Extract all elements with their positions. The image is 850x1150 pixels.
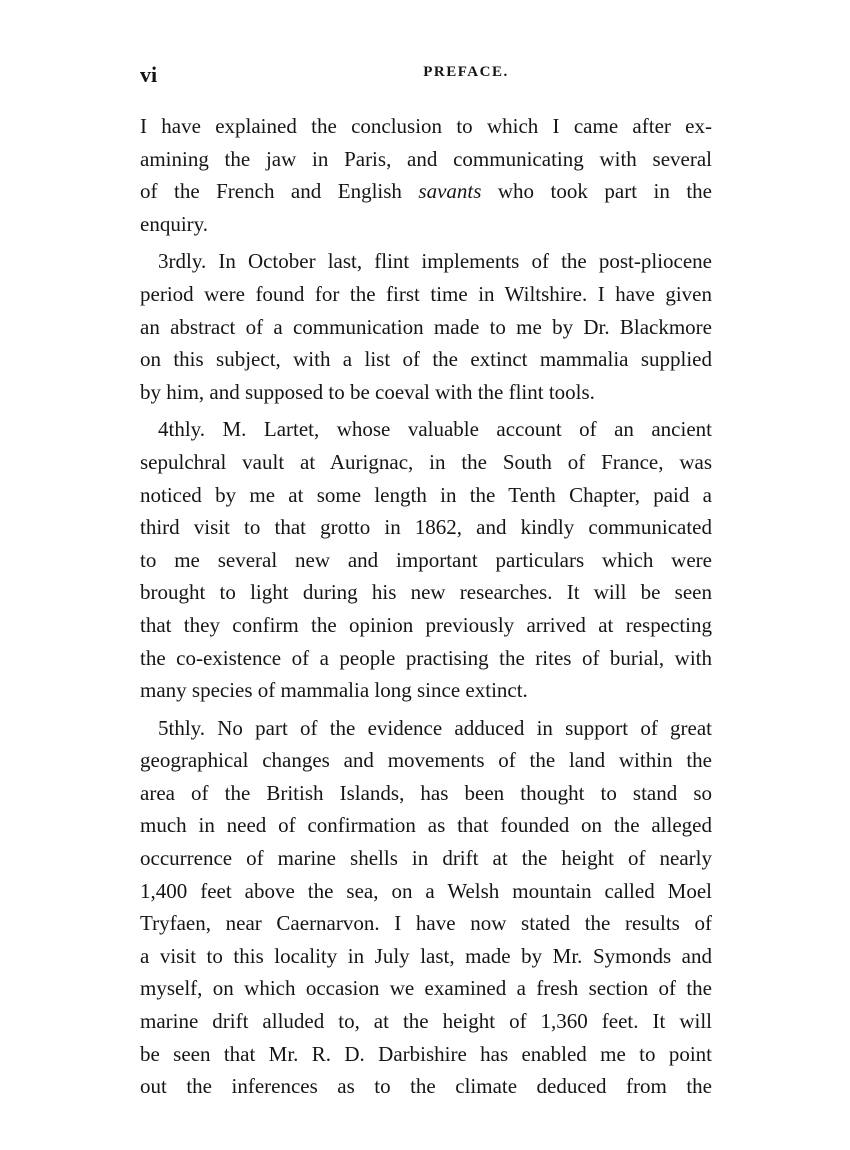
text-line: to me several new and important particulars which were <box>140 547 712 572</box>
text-line: of the French and English savants who took part in the <box>140 179 712 204</box>
text-line: enquiry. <box>140 211 209 236</box>
running-title: PREFACE. <box>423 64 509 80</box>
page-header <box>140 62 712 87</box>
text-line: on this subject, with a list of the extinct mammalia supplied <box>140 347 712 372</box>
text-line: that they confirm the opinion previously arrived at respecting <box>140 612 712 637</box>
paragraph <box>140 245 712 408</box>
text-line: 5thly. No part of the evidence adduced in support of great <box>158 715 712 740</box>
text-line: many species of mammalia long since extinct. <box>140 678 528 703</box>
text-line: 1,400 feet above the sea, on a Welsh mountain called Moel <box>140 878 712 903</box>
text-line: marine drift alluded to, at the height of 1,360 feet. It will <box>140 1009 712 1034</box>
text-line: I have explained the conclusion to which I came after ex- <box>140 114 712 138</box>
text-line: be seen that Mr. R. D. Darbishire has enabled me to point <box>140 1041 712 1066</box>
text-line: brought to light during his new researches. It will be seen <box>140 580 712 605</box>
text-line: myself, on which occasion we examined a fresh section of the <box>140 976 712 1001</box>
text-line: a visit to this locality in July last, made by Mr. Symonds and <box>140 943 712 968</box>
text-line: third visit to that grotto in 1862, and kindly communicated <box>140 515 712 540</box>
text-line: noticed by me at some length in the Tenth Chapter, paid a <box>140 482 712 507</box>
text-line: amining the jaw in Paris, and communicating with several <box>140 146 712 171</box>
paragraph <box>140 712 712 1103</box>
body-text <box>140 110 712 1108</box>
text-line: 3rdly. In October last, flint implements of the post-pliocene <box>158 249 712 274</box>
text-line: occurrence of marine shells in drift at the height of nearly <box>140 846 712 871</box>
text-line: by him, and supposed to be coeval with the flint tools. <box>140 379 595 404</box>
text-line: the co-existence of a people practising the rites of burial, with <box>140 645 712 670</box>
text-line: an abstract of a communication made to me by Dr. Blackmore <box>140 314 712 339</box>
text-line: area of the British Islands, has been thought to stand so <box>140 780 712 805</box>
paragraph <box>140 413 712 706</box>
text-line: 4thly. M. Lartet, whose valuable account of an ancient <box>158 417 712 442</box>
text-line: Tryfaen, near Caernarvon. I have now stated the results of <box>140 911 712 936</box>
text-line: sepulchral vault at Aurignac, in the South of France, was <box>140 449 712 474</box>
paragraph <box>140 110 712 240</box>
page-number: vi <box>140 62 158 87</box>
text-line: geographical changes and movements of the land within the <box>140 748 712 773</box>
text-line: out the inferences as to the climate deduced from the <box>140 1074 712 1099</box>
text-line: much in need of confirmation as that founded on the alleged <box>140 813 712 838</box>
text-line: period were found for the first time in Wiltshire. I have given <box>140 281 712 306</box>
